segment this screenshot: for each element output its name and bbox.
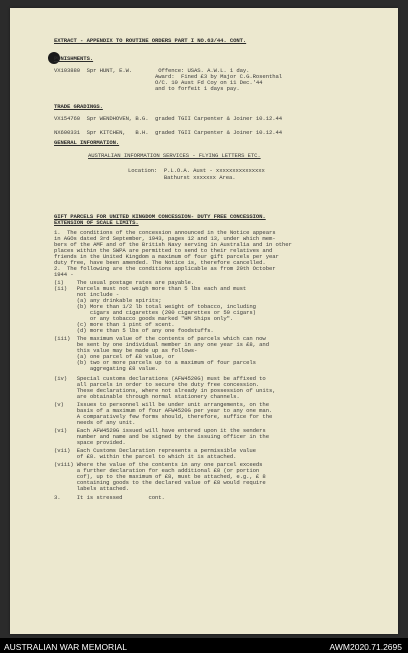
clause-line: all parcels in order to secure the duty free concession. [54,381,260,388]
footer-accession-number: AWM2020.71.2695 [329,642,402,652]
clause-line: (a) any drinkable spirits; [54,297,162,304]
clause-line: a further declaration for each additional £8 (or portion [54,467,260,474]
clause-line: this value may be made up as follows- [54,347,198,354]
clause-line: (d) more than 5 lbs of any one foodstuffs. [54,327,214,334]
clause-line: containing goods to the declared value of £8 would require [54,479,266,486]
clause-line: labels attached. [54,485,129,492]
trade-line: VX154760 Spr WENDHOVEN, B.G. graded TGII Carpenter & Joiner 10.12.44 [54,115,282,122]
subsection-title: AUSTRALIAN INFORMATION SERVICES - FLYING LETTERS ETC. [88,152,261,159]
clause-line: (i) The usual postage rates are payable. [54,279,195,286]
paragraph-line: duty free, have been amended. The Notice is, therefore cancelled. [54,259,266,266]
clause-line: needs of any unit. [54,419,136,426]
paragraph-line: 1. The conditions of the concession announced in the Notice appears [54,229,276,236]
clause-line: cof), up to the maximum of £8, must be attached, e.g., £ 8 [54,473,266,480]
footer-credit: AUSTRALIAN WAR MEMORIAL [4,642,127,652]
clause-line: (a) one parcel of £8 value, or [54,353,175,360]
document-heading: EXTRACT - APPENDIX TO ROUTINE ORDERS PART I NO.63/44. CONT. [54,37,247,44]
clause-line: of £8. within the parcel to which it is attached. [54,453,237,460]
paragraph-line: friends in the United Kingdom a maximum of four gift parcels per year [54,253,279,260]
clause-line: space provided. [54,439,126,446]
clause-line: (b) two or more parcels up to a maximum of four parcels [54,359,256,366]
clause-line: or any tobacco goods marked "HM Ships only". [54,315,234,322]
paragraph-line: places within the SWPA are permitted to send to their relatives and [54,247,273,254]
punishment-line: VX103880 Spr HUNT, E.W. Offence: USAS. A.W.L. 1 day. [54,67,250,74]
gift-parcels-subtitle: EXTENSION OF SCALE LIMITS. [54,219,139,226]
clause-line: (iv) Special customs declarations (AFW4520G) must be affixed to [54,375,266,382]
paragraph-line: in AGOs dated 3rd September, 1943, pages 12 and 13, under which mem- [54,235,276,242]
gift-parcels-title: GIFT PARCELS FOR UNITED KINGDOM CONCESSION- DUTY FREE CONCESSION. [54,213,266,220]
clause-line: These declarations, where not already in possession of units, [54,387,276,394]
section-punishments: PUNISHMENTS. [54,55,94,62]
clause-line: (iii) The maximum value of the contents of parcels which can now [54,335,266,342]
location-line: Location: P.L.O.A. Aust - xxxxxxxxxxxxxxx [128,167,265,174]
clause-line: be sent by one individual member in any one year is £8, and [54,341,269,348]
clause-line: A comparatively few forms should, therefore, suffice for the [54,413,273,420]
paragraph-line: 1944 - [54,271,74,278]
punishment-line: and to forfeit 1 days pay. [54,85,240,92]
clause-line: (vi) Each AFW4520G issued will have entered upon it the senders [54,427,266,434]
paragraph-line: 3. It is stressed cont. [54,494,165,501]
clause-line: aggregating £8 value. [54,365,159,372]
clause-line: number and name and be signed by the issuing officer in the [54,433,269,440]
paragraph-line: bers of the AMF and of the British Navy serving in Australia and in other [54,241,292,248]
clause-line: (vii) Each Customs Declaration represents a permissible value [54,447,256,454]
clause-line: (v) Issues to personnel will be under unit arrangements, on the [54,401,269,408]
punishment-line: Award: Fined £3 by Major C.G.Rosenthal [54,73,282,80]
section-trade-gradings: TRADE GRADINGS. [54,103,103,110]
clause-line: basis of a maximum of four AFW4520G per year to any one man. [54,407,273,414]
clause-line: (viii) Where the value of the contents in any one parcel exceeds [54,461,263,468]
clause-line: cigars and cigarettes (200 cigarettes or 50 cigars) [54,309,256,316]
clause-line: are obtainable through normal stationery channels. [54,393,240,400]
location-line: Bathurst xxxxxxx Area. [128,174,236,181]
trade-line: NX600331 Spr KITCHEN, B.H. graded TGII Carpenter & Joiner 10.12.44 [54,129,282,136]
clause-line: (b) More than 1/2 lb total weight of tobacco, including [54,303,256,310]
clause-line: (c) more than 1 pint of scent. [54,321,175,328]
punishment-line: O/C. 10 Aust Fd Coy on 11 Dec.'44 [54,79,263,86]
paragraph-line: 2. The following are the conditions applicable as from 20th October [54,265,276,272]
clause-line: (ii) Parcels must not weigh more than 5 lbs each and must [54,285,247,292]
section-general-information: GENERAL INFORMATION. [54,139,120,146]
document-page [10,8,398,634]
clause-line: not include - [54,291,120,298]
